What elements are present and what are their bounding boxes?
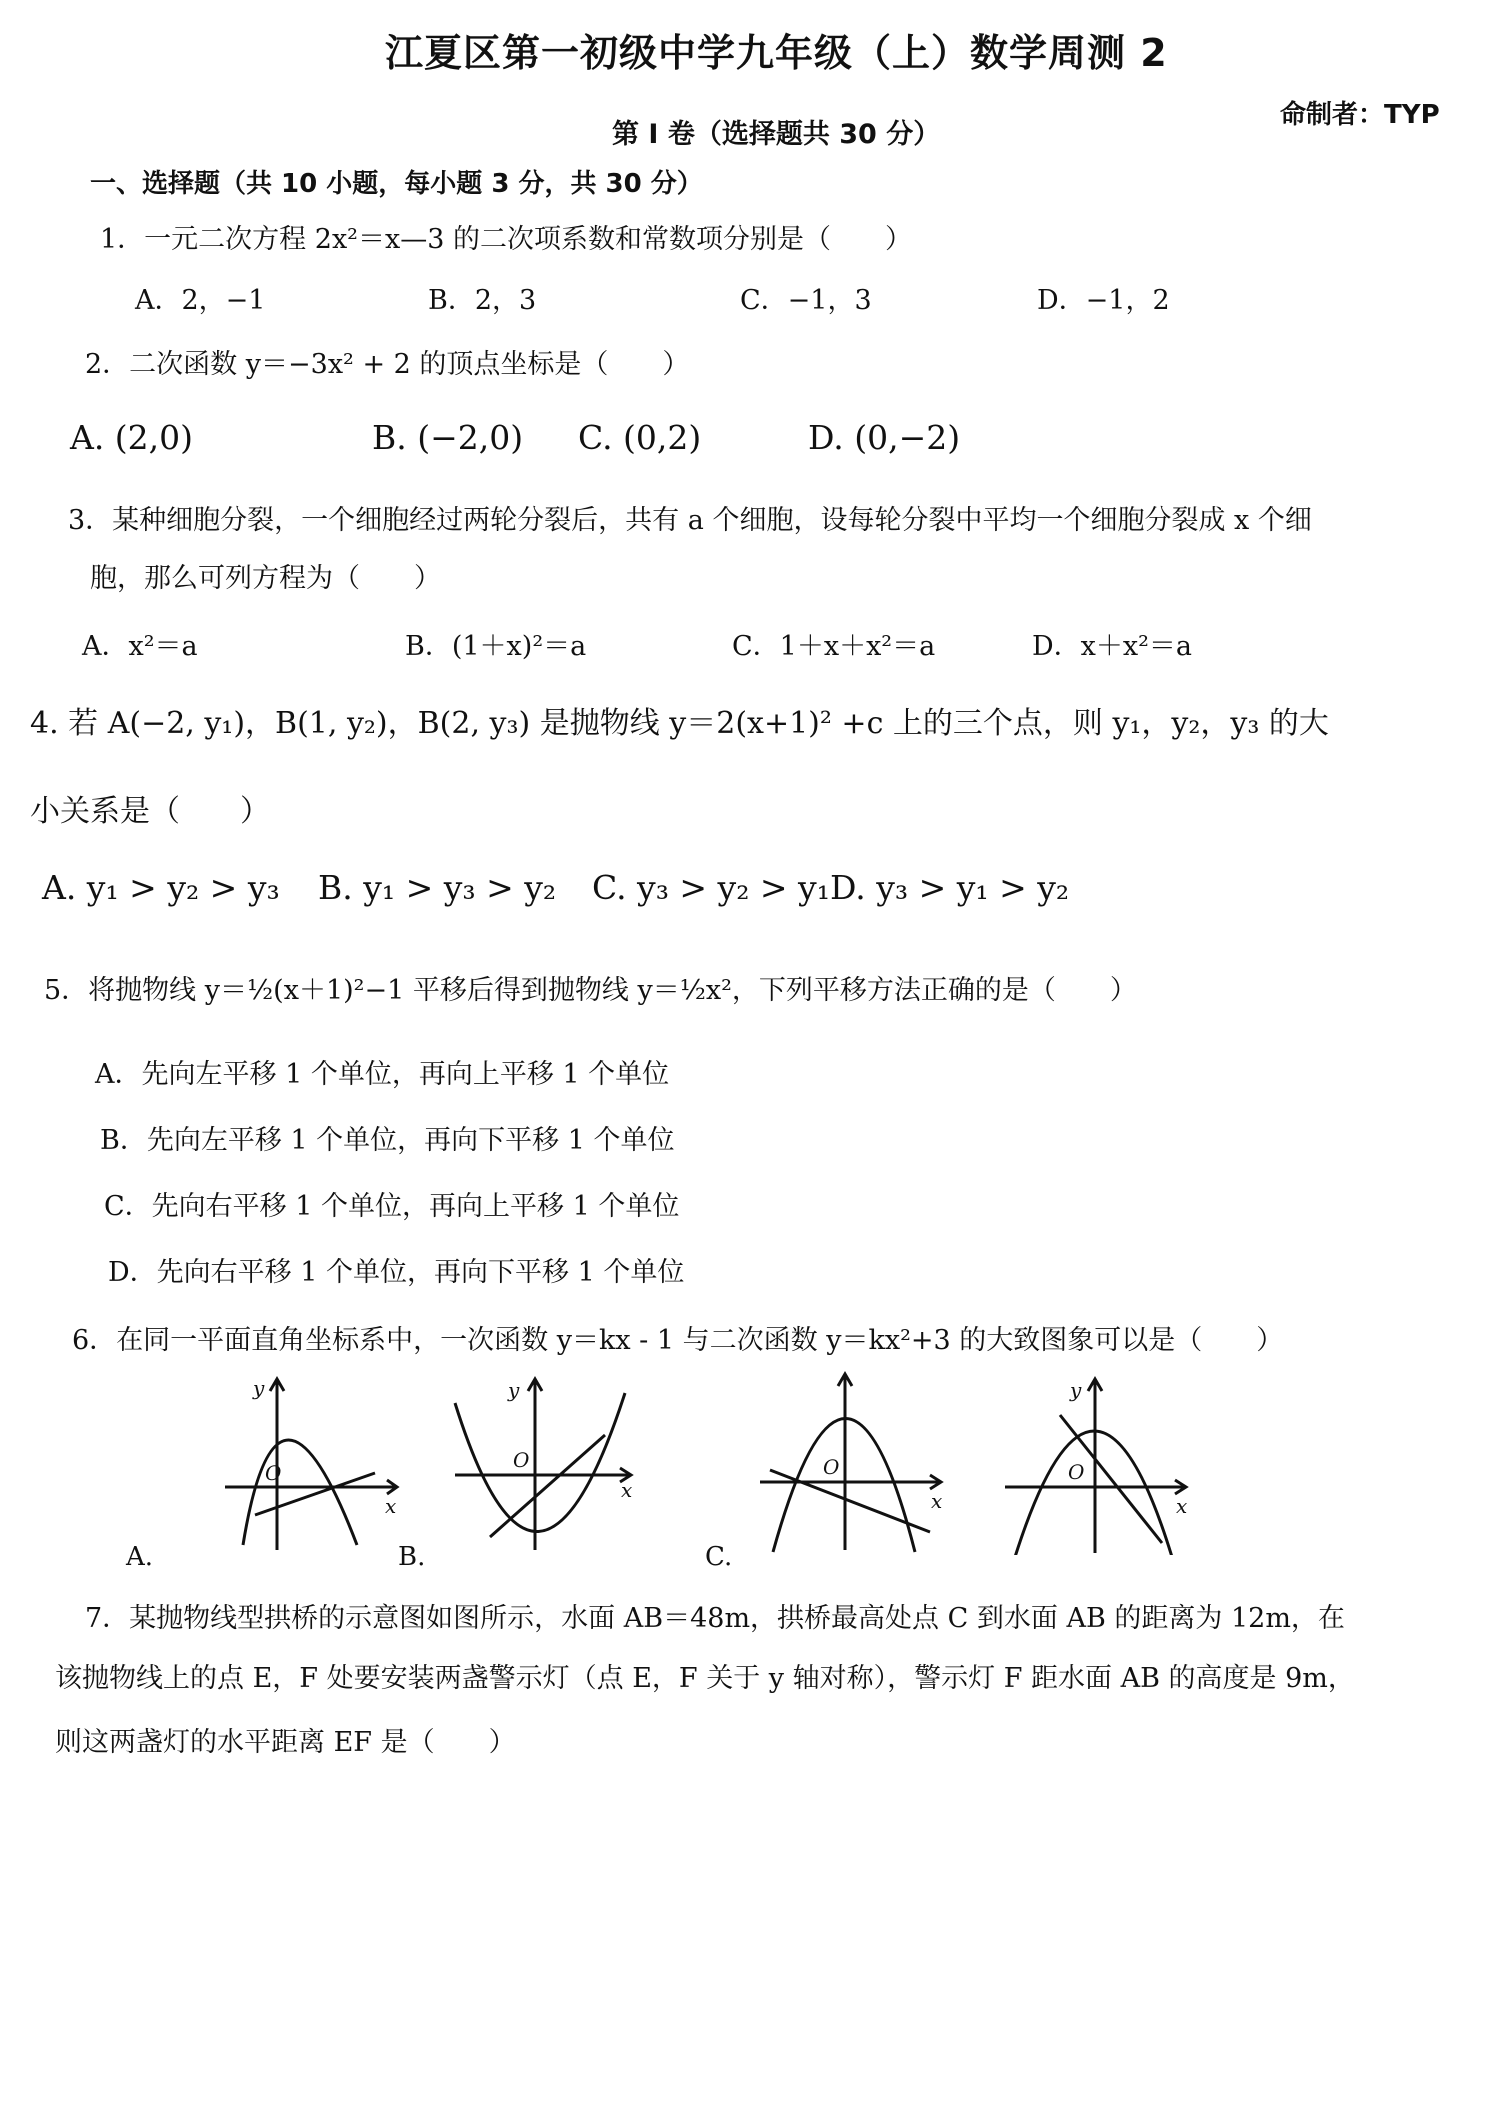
question-3-stem-line-2: 胞，那么可列方程为（ ）: [90, 563, 441, 594]
x-axis-label: x: [1176, 1494, 1188, 1518]
question-3-option-a: A．x²＝a: [82, 631, 198, 662]
question-4-option-b: B. y₁ > y₃ > y₂: [318, 868, 557, 907]
question-7-stem-line-1: 7．某抛物线型拱桥的示意图如图所示，水面 AB＝48m，拱桥最高处点 C 到水面 AB 的距离为 12m，在: [85, 1603, 1345, 1634]
origin-label: O: [513, 1448, 530, 1472]
question-3-option-c: C．1＋x＋x²＝a: [732, 631, 936, 662]
question-6-graph-c: [755, 1370, 955, 1555]
y-axis-label: y: [253, 1376, 265, 1400]
question-4-stem-line-1: 4. 若 A(−2, y₁)，B(1, y₂)，B(2, y₃) 是抛物线 y＝2(x+1)² +c 上的三个点，则 y₁，y₂，y₃ 的大: [30, 706, 1329, 741]
question-5-option-d: D．先向右平移 1 个单位，再向下平移 1 个单位: [108, 1257, 685, 1288]
x-axis-label: x: [931, 1489, 943, 1513]
page-title: 江夏区第一初级中学九年级（上）数学周测 2: [385, 31, 1168, 75]
origin-label: O: [823, 1455, 840, 1479]
question-7-stem-line-3: 则这两盏灯的水平距离 EF 是（ ）: [55, 1727, 516, 1758]
y-axis-label: y: [1070, 1378, 1082, 1402]
question-2-stem: 2．二次函数 y＝−3x² + 2 的顶点坐标是（ ）: [85, 349, 690, 380]
question-6-label-c: C.: [705, 1542, 733, 1572]
y-axis-label: y: [508, 1378, 520, 1402]
question-4-option-a: A. y₁ > y₂ > y₃: [42, 868, 280, 907]
x-axis-label: x: [621, 1478, 633, 1502]
question-2-option-c: C. (0,2): [578, 418, 702, 457]
question-1-option-d: D．−1，2: [1037, 285, 1170, 316]
origin-label: O: [265, 1461, 282, 1485]
author-credit: 命制者：TYP: [1280, 100, 1440, 130]
question-4-option-c: C. y₃ > y₂ > y₁: [592, 868, 830, 907]
section-heading: 一、选择题（共 10 小题，每小题 3 分，共 30 分）: [90, 169, 703, 199]
question-5-stem: 5．将抛物线 y＝½(x＋1)²−1 平移后得到抛物线 y＝½x²，下列平移方法正确的是（ ）: [44, 975, 1137, 1006]
question-2-option-a: A. (2,0): [70, 418, 194, 457]
question-3-stem-line-1: 3．某种细胞分裂，一个细胞经过两轮分裂后，共有 a 个细胞，设每轮分裂中平均一个细胞分裂成 x 个细: [68, 505, 1312, 536]
question-6-label-b: B.: [398, 1542, 426, 1572]
question-6-graph-a: [225, 1375, 410, 1555]
question-1-option-b: B．2，3: [428, 285, 537, 316]
parabola: [243, 1440, 357, 1545]
question-7-stem-line-2: 该抛物线上的点 E，F 处要安装两盏警示灯（点 E，F 关于 y 轴对称），警示灯 F 距水面 AB 的高度是 9m，: [55, 1663, 1355, 1694]
question-3-option-b: B．(1＋x)²＝a: [405, 631, 587, 662]
line: [770, 1470, 930, 1532]
question-1-option-a: A．2，−1: [135, 285, 266, 316]
question-6-label-a: A.: [126, 1542, 154, 1572]
question-5-option-c: C．先向右平移 1 个单位，再向上平移 1 个单位: [104, 1191, 680, 1222]
question-2-option-b: B. (−2,0): [372, 418, 524, 457]
x-axis-label: x: [385, 1494, 397, 1518]
parabola: [455, 1393, 625, 1532]
question-3-option-d: D．x＋x²＝a: [1032, 631, 1193, 662]
question-1-stem: 1．一元二次方程 2x²＝x—3 的二次项系数和常数项分别是（ ）: [100, 224, 912, 255]
question-4-option-d: D. y₃ > y₁ > y₂: [830, 868, 1070, 907]
question-6-graph-d: [1000, 1375, 1200, 1555]
question-1-option-c: C．−1，3: [740, 285, 872, 316]
question-6-stem: 6．在同一平面直角坐标系中，一次函数 y＝kx - 1 与二次函数 y＝kx²+3 的大致图象可以是（ ）: [72, 1325, 1284, 1356]
origin-label: O: [1068, 1460, 1085, 1484]
question-5-option-b: B．先向左平移 1 个单位，再向下平移 1 个单位: [100, 1125, 675, 1156]
question-6-graph-b: [445, 1375, 640, 1555]
question-4-stem-line-2: 小关系是（ ）: [30, 794, 270, 829]
question-2-option-d: D. (0,−2): [808, 418, 961, 457]
question-5-option-a: A．先向左平移 1 个单位，再向上平移 1 个单位: [95, 1059, 670, 1090]
volume-subtitle: 第 I 卷（选择题共 30 分）: [612, 119, 941, 150]
